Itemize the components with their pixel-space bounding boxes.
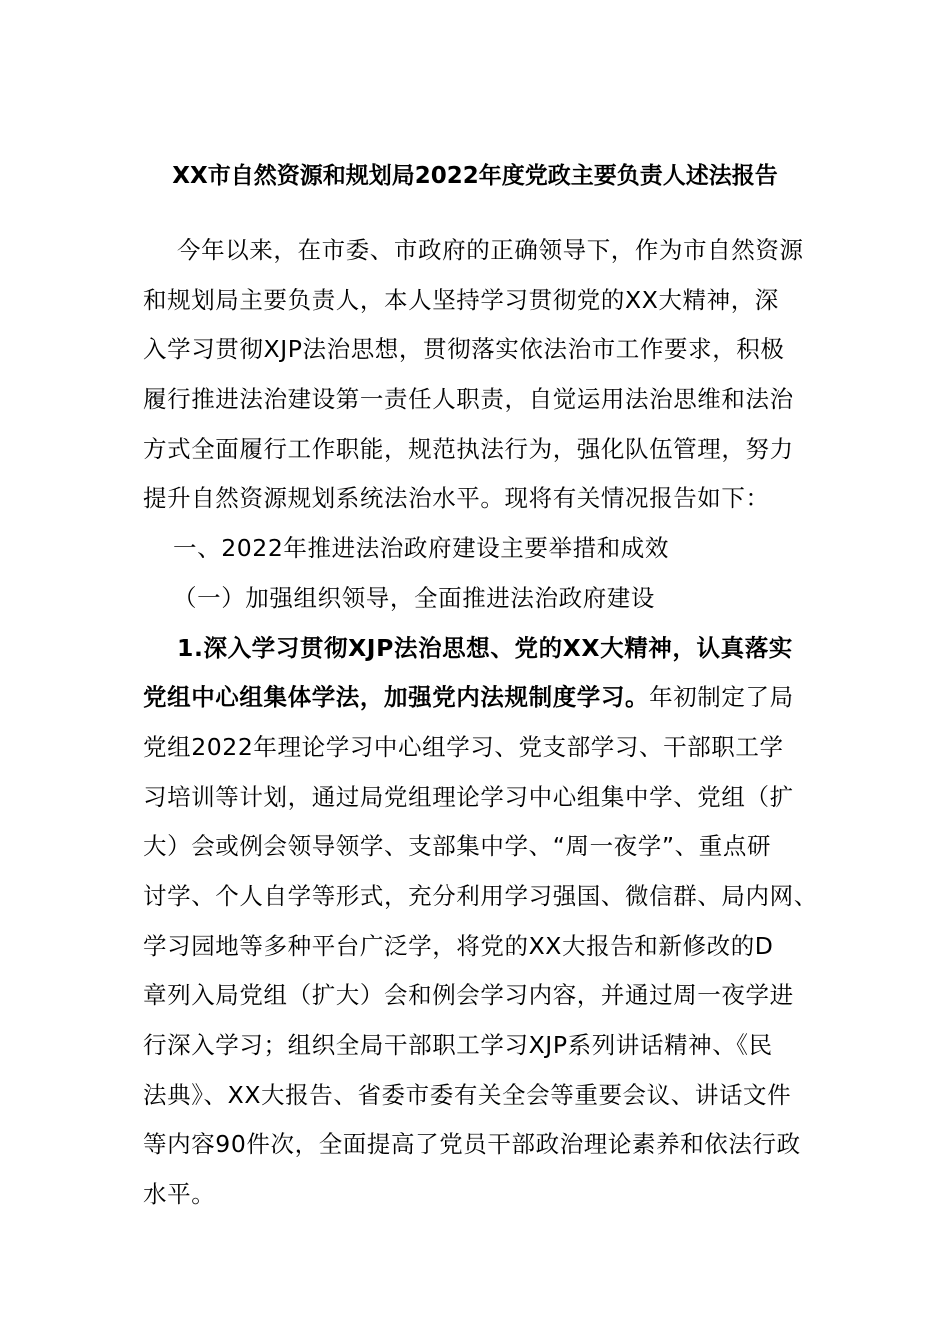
paragraph-line: 法典》、XX大报告、省委市委有关全会等重要会议、讲话文件 (143, 1080, 792, 1109)
paragraph-line: 等内容90件次，全面提高了党员干部政治理论素养和依法行政 (143, 1130, 801, 1159)
paragraph-line: 学习园地等多种平台广泛学，将党的XX大报告和新修改的D (143, 931, 774, 960)
section-heading: 一、2022年推进法治政府建设主要举措和成效 (173, 534, 670, 563)
paragraph-line: 行深入学习；组织全局干部职工学习XJP系列讲话精神、《民 (143, 1031, 773, 1059)
paragraph-line: 章列入局党组（扩大）会和例会学习内容，并通过周一夜学进 (143, 981, 794, 1010)
item-heading-bold: 党组中心组集体学法，加强党内法规制度学习。 (143, 683, 650, 712)
document-title: XX市自然资源和规划局2022年度党政主要负责人述法报告 (172, 163, 778, 189)
item-body-start: 年初制定了局 (649, 683, 794, 712)
item-heading-line: 1.深入学习贯彻XJP法治思想、党的XX大精神，认真落实 (177, 633, 793, 662)
paragraph-line: 入学习贯彻XJP法治思想，贯彻落实依法治市工作要求，积极 (143, 335, 785, 364)
item-heading-mixed-line (143, 673, 819, 723)
paragraph-line: 今年以来，在市委、市政府的正确领导下，作为市自然资源 (177, 236, 804, 264)
subsection-heading: （一）加强组织领导，全面推进法治政府建设 (173, 583, 655, 612)
paragraph-line: 讨学、个人自学等形式，充分利用学习强国、微信群、局内网、 (143, 881, 818, 910)
document-body (143, 226, 819, 1220)
paragraph-line: 党组2022年理论学习中心组学习、党支部学习、干部职工学 (143, 732, 784, 761)
paragraph-line: 大）会或例会领导领学、支部集中学、“周一夜学”、重点研 (143, 832, 772, 861)
paragraph-line: 习培训等计划，通过局党组理论学习中心组集中学、党组（扩 (143, 782, 794, 811)
paragraph-line: 履行推进法治建设第一责任人职责，自觉运用法治思维和法治 (143, 385, 794, 414)
paragraph-line: 和规划局主要负责人，本人坚持学习贯彻党的XX大精神，深 (143, 285, 779, 314)
paragraph-line: 方式全面履行工作职能，规范执法行为，强化队伍管理，努力 (143, 434, 794, 463)
paragraph-line: 提升自然资源规划系统法治水平。现将有关情况报告如下： (143, 484, 770, 513)
paragraph-line: 水平。 (143, 1180, 216, 1209)
